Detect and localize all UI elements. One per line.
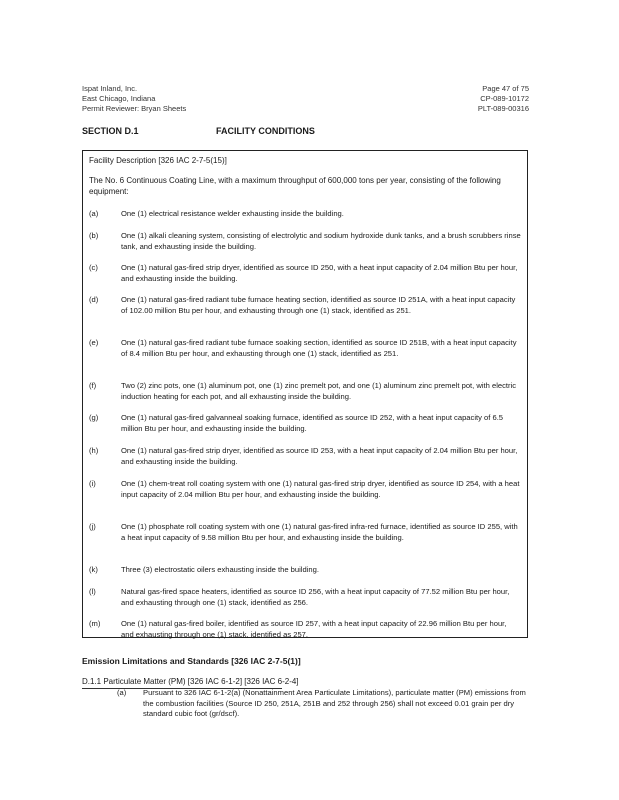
item-text: One (1) natural gas-fired strip dryer, identified as source ID 250, with a heat input capacity of 2.04 million Btu per hour, and exhausting inside the building. [121, 263, 518, 283]
item-label: (j) [89, 522, 96, 531]
item-text: One (1) natural gas-fired radiant tube furnace soaking section, identified as source ID 251B, with a heat input capacity of 8.4 million Btu per hour, and exhausting through one (1) stack, identified as 251. [121, 338, 517, 358]
item-text: One (1) electrical resistance welder exhausting inside the building. [121, 209, 344, 218]
pm-subheading: D.1.1 Particulate Matter (PM) [326 IAC 6-1-2] [326 IAC 6-2-4] [82, 677, 299, 686]
emission-limitations-heading: Emission Limitations and Standards [326 IAC 2-7-5(1)] [82, 656, 301, 666]
page-header-right [478, 84, 529, 114]
item-text: Two (2) zinc pots, one (1) aluminum pot, one (1) zinc premelt pot, and one (1) aluminum zinc premelt pot, with electric induction heating for each pot, and all exhausting inside the building. [121, 381, 517, 401]
item-text: One (1) chem-treat roll coating system with one (1) natural gas-fired strip dryer, identified as source ID 254, with a heat input capacity of 2.04 million Btu per hour, and exhausting inside the building. [121, 479, 520, 499]
section-number: SECTION D.1 [82, 126, 139, 136]
page-header-left [82, 84, 186, 114]
item-label: (h) [89, 446, 99, 455]
section-heading [82, 126, 315, 136]
item-label: (c) [89, 263, 98, 272]
item-label: (a) [89, 209, 99, 218]
item-text: One (1) natural gas-fired boiler, identified as source ID 257, with a heat input capacity of 22.96 million Btu per hour, and exhausting through one (1) stack, identified as 257. [121, 619, 507, 639]
item-label: (d) [89, 295, 99, 304]
section-title: FACILITY CONDITIONS [216, 126, 315, 136]
facility-intro: The No. 6 Continuous Coating Line, with a maximum throughput of 600,000 tons per year, consisting of the following equipment: [89, 176, 501, 196]
item-text: One (1) phosphate roll coating system with one (1) natural gas-fired infra-red furnace, identified as source ID 255, with a heat input capacity of 9.58 million Btu per hour, and exhausting inside the building. [121, 522, 518, 542]
item-text: One (1) natural gas-fired strip dryer, identified as source ID 253, with a heat input capacity of 2.04 million Btu per hour, and exhausting inside the building. [121, 446, 518, 466]
item-text: One (1) natural gas-fired radiant tube furnace heating section, identified as source ID 251A, with a heat input capacity of 102.00 million Btu per hour, and exhausting through one (1) stack, identified as 251. [121, 295, 516, 315]
item-text: Natural gas-fired space heaters, identified as source ID 256, with a heat input capacity of 77.52 million Btu per hour, and exhausting through one (1) stack, identified as 256. [121, 587, 510, 607]
facility-description-title: Facility Description [326 IAC 2-7-5(15)] [89, 156, 227, 165]
item-label: (k) [89, 565, 98, 574]
header-permit-cp: CP-089-10172 [480, 94, 529, 103]
header-location: East Chicago, Indiana [82, 94, 156, 103]
header-reviewer: Permit Reviewer: Bryan Sheets [82, 104, 187, 113]
item-label: (e) [89, 338, 99, 347]
item-text: One (1) alkali cleaning system, consisting of electrolytic and sodium hydroxide dunk tanks, and a brush scrubbers rinse tank, and exhausting inside the building. [121, 231, 521, 251]
para-text: Pursuant to 326 IAC 6-1-2(a) (Nonattainment Area Particulate Limitations), particulate matter (PM) emissions from the combustion facilities (Source ID 250, 251A, 251B and 252 through 256) shall not exceed 0.01 grain per dry standard cubic foot (gr/dscf). [143, 688, 526, 718]
facility-description-box [82, 150, 528, 638]
item-label: (i) [89, 479, 96, 488]
item-label: (m) [89, 619, 101, 628]
item-label: (l) [89, 587, 96, 596]
header-page-number: Page 47 of 75 [482, 84, 529, 93]
item-text: Three (3) electrostatic oilers exhausting inside the building. [121, 565, 319, 574]
para-label: (a) [117, 688, 127, 697]
item-text: One (1) natural gas-fired galvanneal soaking furnace, identified as source ID 252, with a heat input capacity of 6.5 million Btu per hour, and exhausting inside the building. [121, 413, 504, 433]
item-label: (g) [89, 413, 99, 422]
item-label: (b) [89, 231, 99, 240]
item-label: (f) [89, 381, 97, 390]
header-company: Ispat Inland, Inc. [82, 84, 138, 93]
header-permit-plt: PLT-089-00316 [477, 104, 529, 113]
